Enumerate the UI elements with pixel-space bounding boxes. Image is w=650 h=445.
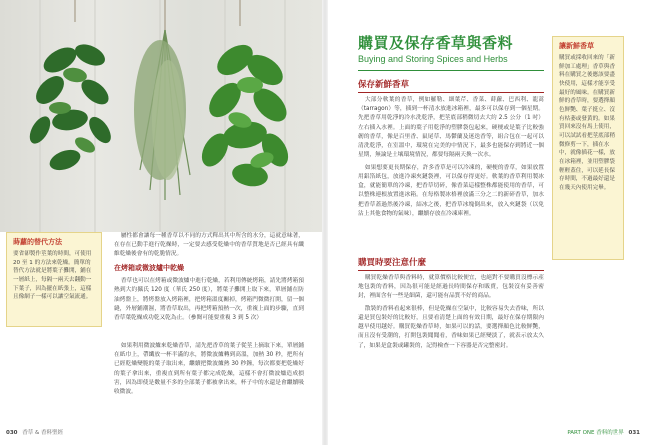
footer-right bbox=[567, 428, 640, 436]
herb-bundles-photo bbox=[0, 0, 322, 232]
paragraph: 如果利用微波爐來乾燥香草，請先把香草的葉子從莖上摘取下來，單層鋪在紙巾上，帶纖放一杯半滿的水，將微波爐轉到高溫，加熱 30 秒，把所有已經乾燥變脆的葉子取出來，繼續把微波爐熱 30 秒鐘，每次都要把乾燥好的葉子拿出來，重複直到所有葉子都完成乾燥，這樣不會打微波爐造成損害，因為即使是數量不多的全部葉子都被拿出來，杯子中的水還是會繼續吸收微波。 bbox=[114, 343, 304, 396]
page-title: 購買及保存香草與香料 bbox=[358, 34, 514, 52]
paragraph: 散裝的香料看起來很棒，但是乾燥在空氣中，比較容易失去香味，所以還是買包裝好的比較好，且要看清楚上面的有效日期，最好在保存期限內越早使用越好。購買乾燥香草時，如果可以的話，要選擇顏色比較鮮艷，而且沒有受潮的，打開包裝聞聞看，香味如果已經變淡了，就表示放太久了，如果是盒裝或罐裝的，記得檢查一下容器是否完整密封。 bbox=[358, 305, 544, 349]
page-number-left: 030 bbox=[6, 430, 18, 436]
right-text-column-1 bbox=[358, 96, 544, 222]
title-divider bbox=[358, 70, 544, 71]
section-heading-fresh: 保存新鮮香草 bbox=[358, 80, 410, 90]
section-divider bbox=[358, 270, 544, 271]
sidebar-title: 蒔蘿的替代方法 bbox=[13, 238, 62, 246]
right-text-column-2 bbox=[358, 274, 544, 354]
sidebar-body: 購買或採收回來的「新鮮加工處理」香草與香料在購買之後應該要盡快使用，這樣才能享受最好的風味。在購買新鮮的香草時，要選擇顏色鮮艷、葉子挺立、沒有枯萎或發黃的。如果買回來沒有馬上使用，可以試試看把莖底部稍微修剪一下，插在水中，就像插花一樣，放在冰箱裡，並用塑膠袋輕輕蓋住，可以延長保存時間，不過最好還是在幾天內使用完畢。 bbox=[559, 55, 615, 191]
sidebar-body: 要省卻製作莖葉的時間，可使用 20 至 1 的方法來乾燥。簡單的替代方法就是將葉子攤開，鋪在一層紙上，每隔一兩天去翻動一下葉子，因為擺在紙張上，這樣且像網子一樣可以讓空氣流通。 bbox=[13, 251, 92, 301]
book-gutter bbox=[322, 0, 328, 445]
sidebar-box-left bbox=[6, 232, 102, 327]
paragraph: 大部分軟葉的香草，例如羅勒、細葉芹、香菜、蒔蘿、巴西利、龍蒿（tarragon）等，插到一杯清水放進冰箱裡，最多可以保存到一個星期。先把香草用乾淨的冷水洗乾淨，把莖底部稍微切去大約 2.5 公分（1 吋）左右插入水裡。上面的葉子用乾淨的塑膠袋包起來，硬梗或是葉子比較強韌的香草，像是百里香、鼠尾草、馬鬱蘭及迷迭香等，組合包在一起可以清洗乾淨，在室溫中，環境在完美的中情況下，最多也能保存到將近一個星期，無論是土壤環境情況，都要每隔兩天換一次水。 bbox=[358, 97, 544, 159]
left-text-column-1 bbox=[114, 232, 304, 326]
footer-section-title: PART ONE 香料的世界 bbox=[567, 430, 624, 436]
sidebar-title: 讓新鮮香草 bbox=[559, 42, 594, 50]
paragraph: 如果想要更長期保存，許多香草是可以冷凍的，硬梗的香草，如果放置用鋁箔紙包，放進冷凍夾鏈袋裡，可以保存得更好。軟葉的香草利用製冰盒，就能簡單的冷凍，把香草切碎，像香菜這樣整株都能使用的香草，可以整株連根放置進冰箱。在每格製冰格裡放滿三分之二的新碎香草，加水把香草蓋過然後冷凍，結冰之後，把香草冰塊倒出來，放入夾鏈袋（以免沾上其他食物的氣味），繼續存放在冷凍庫裡。 bbox=[358, 164, 544, 217]
subheading-oven: 在烤箱或微波爐中乾燥 bbox=[114, 263, 184, 272]
footer-book-title: 香草 & 香料聖經 bbox=[22, 430, 64, 436]
paragraph: 香草也可以在烤箱或微波爐中進行乾燥，若利用傳統烤箱，請先將烤箱預熱到大約攝氏 120 度（華氏 250 度），將葉子攤開上取下來，單層鋪在防油烤盤上，將烤盤放入烤箱裡，把烤箱溫度關掉，烤箱門微微打開，留一個縫，外層鋪潮濕，將香草取出，再把烤箱預熱一次，重複上面的步驟，直到香草葉乾燥成功乾又乾為止。（參閱可能要重複 3 到 5 次） bbox=[114, 278, 304, 321]
paragraph: 屬性都會讓每一種香草以不同的方式釋出其中所含的水分，這就意味著，在存在已動手進行乾燥時，一定要去感受乾燥中的香草質地是否已經具有纖維乾燥後會有的乾脆情況。 bbox=[114, 233, 304, 258]
left-text-column-2 bbox=[114, 342, 304, 400]
section-heading-buying: 購買時要注意什麼 bbox=[358, 258, 427, 268]
page-subtitle: Buying and Storing Spices and Herbs bbox=[358, 54, 508, 64]
footer-left bbox=[6, 428, 63, 436]
section-divider bbox=[358, 92, 544, 93]
paragraph: 購買乾燥香草與香料時，就算價格比較便宜，也絕對不要購買沒標示產地包裝的香料，因為很可能是經過長時間保存和販賣，包裝沒有妥善密封，裡面含有一些是細菌，還可能有品質不好的商品。 bbox=[358, 275, 544, 300]
page-number-right: 031 bbox=[628, 430, 640, 436]
sidebar-box-right bbox=[552, 36, 624, 260]
